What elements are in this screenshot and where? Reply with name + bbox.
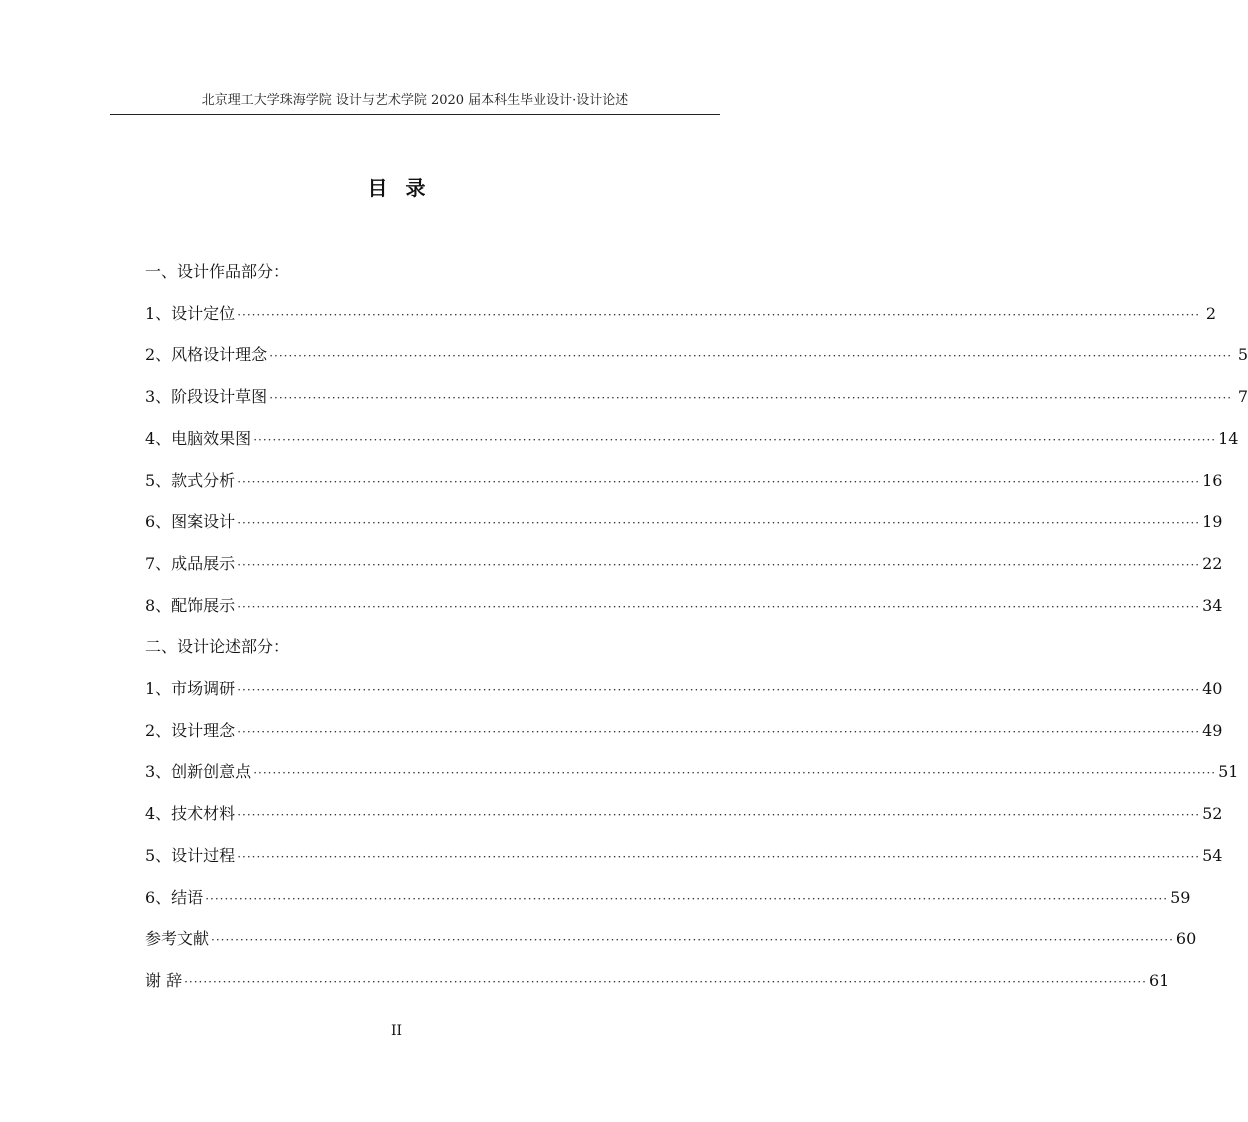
toc-entry[interactable] (145, 760, 1239, 784)
toc-entry[interactable] (145, 802, 1223, 826)
toc-entry-page: 34 (1202, 596, 1223, 615)
toc-entry-label: 3、阶段设计草图 (145, 387, 268, 406)
toc-entry[interactable] (145, 844, 1223, 868)
toc-entry-label: 8、配饰展示 (145, 596, 236, 615)
toc-entry-page: 5 (1237, 345, 1248, 364)
toc-entry-page: 54 (1202, 846, 1223, 865)
toc-entry[interactable] (145, 510, 1223, 534)
toc-entry[interactable] (145, 594, 1223, 618)
toc-entry-page: 49 (1202, 721, 1223, 740)
toc-leader-dots: ········································································································································································································ (237, 558, 1201, 572)
toc-title: 目录 (367, 176, 444, 200)
toc-entry[interactable] (145, 677, 1223, 701)
toc-entry-label: 6、结语 (145, 888, 204, 907)
toc-entry-label: 参考文献 (145, 929, 210, 948)
toc-entry-page: 60 (1175, 929, 1197, 948)
toc-leader-dots: ········································································································································································································ (184, 975, 1147, 989)
toc-entry-page: 19 (1202, 512, 1223, 531)
toc-leader-dots: ········································································································································································································ (253, 766, 1217, 780)
toc-leader-dots: ········································································································································································································ (237, 475, 1201, 489)
toc-leader-dots: ········································································································································································································ (237, 600, 1201, 614)
toc-entry-page: 61 (1148, 971, 1170, 990)
toc-entry-page: 51 (1218, 762, 1239, 781)
toc-entry-page: 7 (1237, 387, 1248, 406)
toc-leader-dots: ········································································································································································································ (237, 725, 1201, 739)
toc-entry-page: 14 (1218, 429, 1239, 448)
toc-entry[interactable] (145, 427, 1239, 451)
toc-entry-label: 6、图案设计 (145, 512, 236, 531)
toc-entry-label: 4、技术材料 (145, 804, 236, 823)
toc-entry-label: 7、成品展示 (145, 554, 236, 573)
toc-entry[interactable] (145, 552, 1223, 576)
toc-entry[interactable] (145, 343, 1248, 367)
toc-entry-label: 5、设计过程 (145, 846, 236, 865)
running-header: 北京理工大学珠海学院 设计与艺术学院 2020 届本科生毕业设计·设计论述 (201, 93, 629, 108)
toc-entry-page: 16 (1202, 471, 1223, 490)
toc-entry-page: 2 (1205, 304, 1217, 323)
toc-entry-label: 4、电脑效果图 (145, 429, 252, 448)
toc-leader-dots: ········································································································································································································ (237, 808, 1201, 822)
toc-entry-page: 52 (1202, 804, 1223, 823)
toc-entry-page: 22 (1202, 554, 1223, 573)
toc-entry[interactable] (145, 385, 1248, 409)
toc-entry-page: 59 (1170, 888, 1191, 907)
toc-entry-label: 2、设计理念 (145, 721, 236, 740)
toc-entry-label: 谢 辞 (145, 971, 183, 990)
toc-entry[interactable] (145, 469, 1223, 493)
toc-leader-dots: ········································································································································································································ (269, 391, 1233, 405)
toc-entry-label: 5、款式分析 (145, 471, 236, 490)
header-divider (110, 114, 720, 115)
toc-entry-label: 2、风格设计理念 (145, 345, 268, 364)
toc-leader-dots: ········································································································································································································ (237, 308, 1201, 322)
toc-entry[interactable] (145, 969, 1170, 993)
toc-section-heading: 二、设计论述部分： (145, 637, 290, 656)
toc-entry-label: 3、创新创意点 (145, 762, 252, 781)
toc-entry[interactable] (145, 302, 1217, 326)
toc-leader-dots: ········································································································································································································ (237, 516, 1201, 530)
toc-leader-dots: ········································································································································································································ (253, 433, 1217, 447)
toc-leader-dots: ········································································································································································································ (205, 892, 1169, 906)
toc-leader-dots: ········································································································································································································ (211, 933, 1174, 947)
toc-entry-label: 1、市场调研 (145, 679, 236, 698)
toc-entry-page: 40 (1202, 679, 1223, 698)
toc-entry[interactable] (145, 719, 1223, 743)
page-number: II (390, 1023, 403, 1039)
toc-entry[interactable] (145, 927, 1197, 951)
toc-section-heading: 一、设计作品部分： (145, 262, 290, 281)
toc-entry-label: 1、设计定位 (145, 304, 236, 323)
toc-leader-dots: ········································································································································································································ (237, 850, 1201, 864)
toc-leader-dots: ········································································································································································································ (237, 683, 1201, 697)
toc-entry[interactable] (145, 886, 1191, 910)
toc-leader-dots: ········································································································································································································ (269, 349, 1233, 363)
